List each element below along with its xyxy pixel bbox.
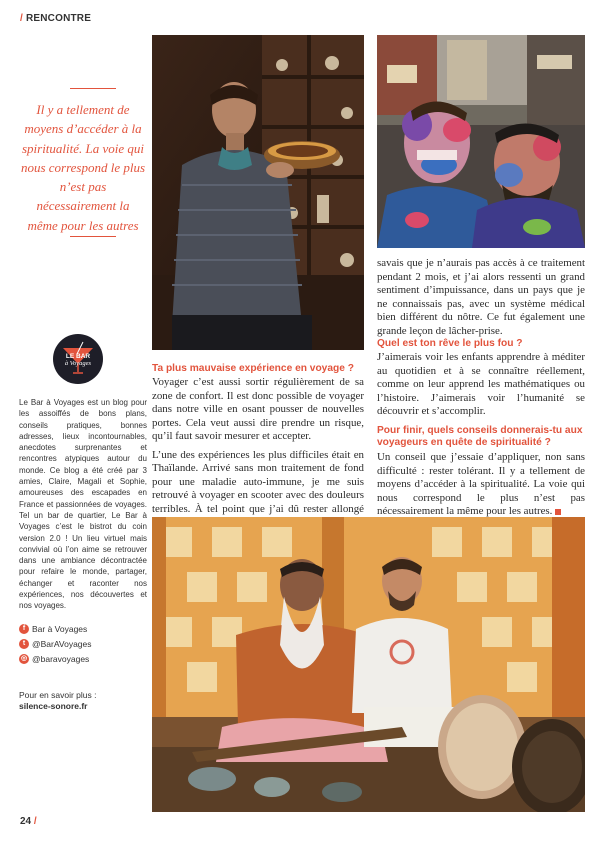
photo-guru-and-traveler <box>152 517 585 812</box>
social-twitter-label: @BarAVoyages <box>32 639 92 649</box>
sidebar-about: Le Bar à Voyages est un blog pour les assoiffés de bons plans, conseils pratiques, bonnes adresses, lieux incontournables, anecdotes surprenantes et rencontres atypiques autour du monde. Ce blog a été créé par 3 amies, Claire, Magali et Sophie, amoureuses des escapades en France et passionnées de voyages. Tel un bar de quartier, Le Bar à Voyages c’est le bistrot du coin version 2.0 ! Un lieu virtuel mais convivial où l’on aime se retrouver dans une ambiance décontractée pour refaire le monde, partager, échanger et raconter nos expériences, nos découvertes et nos voyages. <box>19 398 147 611</box>
end-mark-icon <box>555 509 561 515</box>
answer-3-text: Un conseil que j’essaie d’appliquer, non sans difficulté : rester tolérant. Il y a tellement de moyens d’accéder à la spiritualité. La voie qui nous correspond le plus n’est pas nécessairement la même pour les autres. <box>377 451 585 517</box>
quote-rule-top <box>70 88 116 89</box>
social-instagram-label: @baravoyages <box>32 654 90 664</box>
page-number-value: 24 <box>20 816 32 827</box>
more-info-label: Pour en savoir plus : <box>19 690 97 700</box>
pull-quote: Il y a tellement de moyens d’accéder à la spiritualité. La voie qui nous correspond le plus n’est pas nécessairement la même pour les autres <box>20 102 146 233</box>
answer-1-paragraph-2: L’une des expériences les plus difficiles était en Thaïlande. Arrivé sans mon traitement de fond pour une maladie auto-immune, je me suis retrouvé à voyager en scooter avec des douleurs terribles. À tel point que j’ai dû rester allongé <box>152 448 364 515</box>
page-number: 24 / <box>20 816 37 827</box>
quote-rule-bottom <box>70 236 116 237</box>
social-facebook-label: Bar à Voyages <box>32 624 88 634</box>
answer-1-paragraph-1: Voyager c’est aussi sortir régulièrement de sa zone de confort. Il est donc possible de voyager dans notre ville en osant pousser de nouvelles portes. Cela veut aussi dire prendre un risque, qu’il faut savoir mesurer et accepter. <box>152 376 364 442</box>
section-rubric: / RENCONTRE <box>20 13 92 24</box>
logo-line-2: à Voyages <box>64 360 92 367</box>
social-facebook[interactable] <box>19 624 87 634</box>
answer-2: J’aimerais voir les enfants apprendre à méditer au quotidien et à se connaître réellement, comme on leur apprend les mathématiques ou l’histoire. J’aimerais voir l’humanité se découvrir et s’accomplir. <box>377 351 585 417</box>
photo-holi-friends <box>377 35 585 248</box>
answer-1 <box>152 376 364 530</box>
question-3: Pour finir, quels conseils donnerais-tu aux voyageurs en quête de spiritualité ? <box>377 425 583 448</box>
twitter-icon: t <box>19 639 29 649</box>
instagram-icon: ◎ <box>20 655 28 662</box>
more-info-link[interactable]: silence-sonore.fr <box>19 701 88 711</box>
rubric-label: RENCONTRE <box>25 13 92 24</box>
question-1: Ta plus mauvaise expérience en voyage ? <box>152 363 354 374</box>
photo-singing-bowl <box>152 35 364 350</box>
facebook-icon: f <box>19 624 29 634</box>
social-twitter[interactable] <box>19 639 92 649</box>
bar-a-voyages-logo <box>53 334 103 384</box>
logo-line-1: LE BAR <box>65 353 91 360</box>
question-2: Quel est ton rêve le plus fou ? <box>377 338 523 349</box>
answer-3 <box>377 451 585 519</box>
logo-text <box>53 353 103 367</box>
social-instagram[interactable] <box>19 654 89 664</box>
answer-1-continued: savais que je n’aurais pas accès à ce traitement pendant 2 mois, et j’ai alors ressenti un grand sentiment d’impuissance, dans un pays que je ne connaissais pas, avec un système médical bien différent du nôtre. Ce fut également une grande leçon de lâcher-prise. <box>377 257 585 337</box>
more-info <box>19 690 96 712</box>
